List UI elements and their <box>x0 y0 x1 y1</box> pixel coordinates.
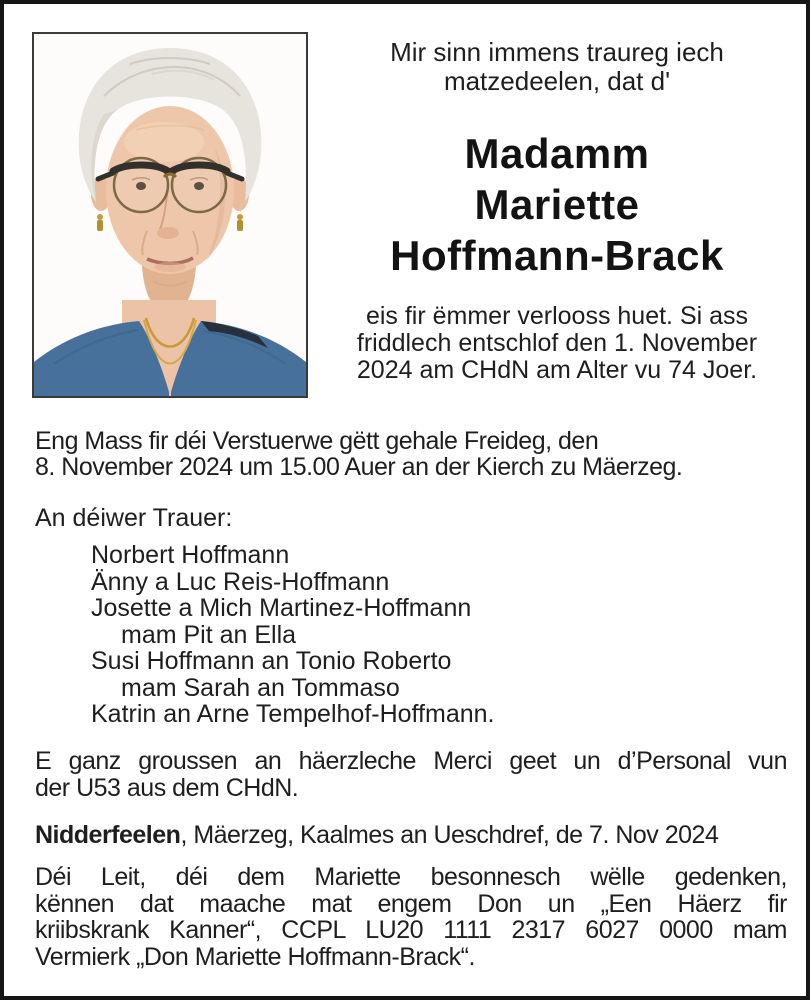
service-info <box>35 428 787 480</box>
announcement-column <box>324 38 790 384</box>
mourner: Norbert Hoffmann <box>91 541 290 569</box>
death-line: 2024 am CHdN am Alter vu 74 Joer. <box>356 356 758 384</box>
mourner: Katrin an Arne Tempelhof-Hoffmann. <box>91 700 495 728</box>
mourner: Susi Hoffmann an Tonio Roberto <box>91 647 452 675</box>
mourner: mam Pit an Ella <box>121 620 297 649</box>
deceased-name <box>324 128 790 281</box>
donation-line: Vermierk „Don Mariette Hoffmann-Brack“. <box>35 942 475 971</box>
mourner: mam Sarah an Tommaso <box>121 673 400 702</box>
portrait-photo <box>32 32 308 398</box>
intro-line: Mir sinn immens traureg iech <box>390 37 724 67</box>
portrait-illustration <box>34 34 306 396</box>
mourner: Änny a Luc Reis-Hoffmann <box>91 567 390 596</box>
name-line: Mariette <box>474 181 640 228</box>
service-line: 8. November 2024 um 15.00 Auer an der Kierch zu Mäerzeg. <box>35 453 683 481</box>
thanks-paragraph <box>35 748 787 801</box>
death-line: eis fir ëmmer verlooss huet. Si ass <box>365 302 749 330</box>
service-line: Eng Mass fir déi Verstuerwe gëtt gehale Freideg, den <box>35 427 599 455</box>
mourner: Josette a Mich Martinez-Hoffmann <box>91 594 472 622</box>
thanks-line: der U53 aus dem CHdN. <box>35 773 299 802</box>
dateline-place: Nidderfeelen <box>35 821 181 849</box>
dateline-rest: , Mäerzeg, Kaalmes an Ueschdref, de 7. Nov 2024 <box>180 821 719 849</box>
name-line: Hoffmann-Brack <box>390 232 724 279</box>
donation-line: kënnen dat maache mat engem Don un „Een Häerz fir <box>35 889 787 918</box>
name-line: Madamm <box>464 130 650 177</box>
donation-paragraph <box>35 864 787 970</box>
donation-line: kriibskrank Kanner“, CCPL LU20 1111 2317 6027 0000 mam <box>35 916 787 944</box>
mourners-list <box>35 542 787 728</box>
dateline <box>35 822 787 849</box>
thanks-line: E ganz groussen an häerzleche Merci geet un d’Personal vun <box>35 747 787 775</box>
intro-line: matzedeelen, dat d' <box>443 66 671 96</box>
mourning-label: An déiwer Trauer: <box>35 504 233 532</box>
death-statement <box>324 303 790 384</box>
donation-line: Déi Leit, déi dem Mariette besonnesch wëlle gedenken, <box>35 863 787 891</box>
death-line: friddlech entschlof den 1. November <box>356 329 758 357</box>
